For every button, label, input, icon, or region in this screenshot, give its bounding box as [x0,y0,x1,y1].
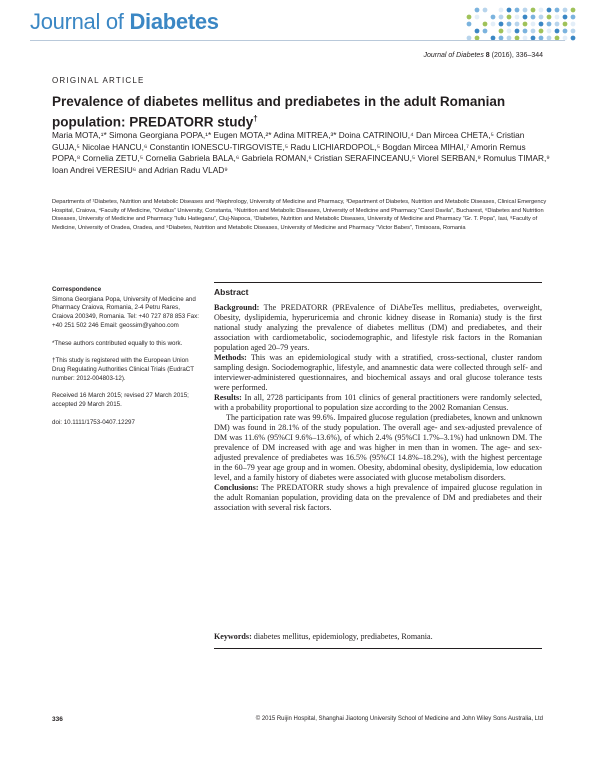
methods-label: Methods: [214,353,247,362]
decorative-dot [491,22,496,27]
abstract-results-continued: The participation rate was 99.6%. Impaired glucose regulation (prediabetes, known and unknown DM) was found in 28.1% of the study population. The overall age- and sex-adjusted prevalence of DM was 11.6% (95%CI 9.6%–13.6%), of which 2.4% (95%CI 1.7%–3.1%) had unknown DM. The prevalence of DM increased with age and was higher in men than in women. The age- and sex-adjusted prevalence of prediabetes was 16.5% (95%CI 14.8%–18.2%), with the highest percentage in the 60–79 year age group and in women. Obesity, abdominal obesity, dyslipidemia, low education level, and a family history of diabetes were associated with glucose metabolism disorders. [214,413,542,482]
decorative-dot [483,8,488,13]
decorative-dot [547,22,552,27]
decorative-dot [547,29,552,34]
decorative-dot [571,22,576,27]
correspondence-label: Correspondence [52,286,102,293]
decorative-dot [523,8,528,13]
conclusions-label: Conclusions: [214,483,259,492]
correspondence-details: Simona Georgiana Popa, University of Medicine and Pharmacy Craiova, Romania, 2-4 Petru Rares, Craiova 200349, Romania. Tel: +40 727 878 853 Fax: +40 251 502 246 Email: geossim@yahoo.com [52,295,199,329]
keywords-line [214,632,542,642]
decorative-dot [539,8,544,13]
background-text: The PREDATORR (PREvalence of DiAbeTes mellitus, prediabetes, overweight, Obesity, dyslipidemia, hyperuricemia and chronic kidney disease in Romania) study is the first national study analyzing the prevalence of diabetes mellitus (DM) and prediabetes, and their association with cardiometabolic, sociodemographic, and lifestyle risk factors in the Romanian population aged 20–79 years. [214,303,542,352]
equal-contribution-note: *These authors contributed equally to this work. [52,339,183,347]
abstract-heading: Abstract [214,287,249,297]
decorative-dot [515,15,520,20]
decorative-dot [507,22,512,27]
journal-logo [30,8,219,36]
decorative-dot [499,15,504,20]
decorative-dot [507,8,512,13]
article-title [52,93,522,131]
trial-registration-note: †This study is registered with the European Union Drug Regulating Authorities Clinical Trials (EudraCT number: 2012-004803-12). [52,357,194,382]
citation-volume: 8 [483,52,490,59]
results-text: In all, 2728 participants from 101 clinics of general practitioners were randomly selected, with a probability proportional to population size according to the 2002 Romanian Census. [214,393,542,412]
decorative-dot [475,8,480,13]
article-title-text: Prevalence of diabetes mellitus and prediabetes in the adult Romanian population: PREDATORR study [52,94,506,130]
title-footnote-mark: † [253,114,258,123]
abstract-bottom-rule [214,648,542,649]
decorative-dot [571,36,576,41]
decorative-dot [491,15,496,20]
decorative-dot [467,15,472,20]
decorative-dot [555,22,560,27]
decorative-dots-graphic [465,6,577,42]
abstract-top-rule [214,282,542,283]
decorative-dot [531,22,536,27]
decorative-dot [555,29,560,34]
results-label: Results: [214,393,242,402]
methods-text: This was an epidemiological study with a stratified, cross-sectional, cluster random sampling design. Sociodemographic, lifestyle, and anamnestic data were collected through self- and interviewer-administered questionnaires, and biochemical assays and oral glucose tolerance tests were performed. [214,353,542,392]
article-type-label: ORIGINAL ARTICLE [52,76,145,85]
affiliations: Departments of ¹Diabetes, Nutrition and Metabolic Diseases and ²Nephrology, University of Medicine and Pharmacy, ³Department of Diabetes, Nutrition and Metabolic Diseases, Clinical Emergency Hospital, Craiova, ⁴Faculty of Medicine, “Ovidius” University, Constanta, ⁵Nutrition and Metabolic Diseases, University of Medicine and Pharmacy “Carol Davila”, Bucharest, ⁶Diabetes and Nutrition Diseases, University of Medicine and Pharmacy “Iuliu Hatieganu”, Cluj-Napoca, ⁷Diabetes, Nutrition and Metabolic Diseases, University of Medicine and Pharmacy “Gr. T. Popa”, Iasi, ⁸Faculty of Medicine, University of Oradea, Oradea, and ⁹Diabetes, Nutrition and Metabolic Diseases, University of Medicine and Pharmacy “Victor Babes”, Timisoara, Romania [52,199,547,232]
header-divider [30,40,565,41]
decorative-dot [523,29,528,34]
decorative-dot [523,15,528,20]
decorative-dot [555,15,560,20]
decorative-dot [571,8,576,13]
citation-line [424,52,544,59]
decorative-dot [563,22,568,27]
decorative-dot [571,29,576,34]
sidebar-notes [52,286,202,436]
journal-name-part1: Journal of [30,9,130,34]
page-number: 336 [52,716,63,723]
decorative-dot [515,8,520,13]
decorative-dot [467,22,472,27]
decorative-dot [523,22,528,27]
abstract-methods [214,353,542,393]
decorative-dot [547,15,552,20]
abstract-background [214,303,542,353]
doi-link[interactable]: doi: 10.1111/1753-0407.12297 [52,418,135,426]
decorative-dot [475,15,480,20]
decorative-dot [539,29,544,34]
abstract-body [214,303,542,513]
decorative-dot [515,22,520,27]
decorative-dot [483,29,488,34]
keywords-label: Keywords: [214,632,252,641]
decorative-dot [539,15,544,20]
decorative-dot [507,29,512,34]
received-dates: Received 16 March 2015; revised 27 March 2015; accepted 29 March 2015. [52,392,189,409]
decorative-dot [531,8,536,13]
decorative-dot [563,15,568,20]
background-label: Background: [214,303,260,312]
citation-journal: Journal of Diabetes [423,52,484,59]
abstract-results [214,393,542,413]
decorative-dot [531,15,536,20]
decorative-dot [499,22,504,27]
citation-pages: (2016), 336–344 [489,52,543,59]
decorative-dot [571,15,576,20]
decorative-dot [531,29,536,34]
decorative-dot [507,15,512,20]
keywords-text: diabetes mellitus, epidemiology, prediabetes, Romania. [251,632,433,641]
copyright-notice: © 2015 Ruijin Hospital, Shanghai Jiaotong University School of Medicine and John Wiley Sons Australia, Ltd [255,716,543,722]
decorative-dot [483,22,488,27]
decorative-dot [499,8,504,13]
journal-name-part2: Diabetes [129,9,219,34]
decorative-dot [499,29,504,34]
abstract-conclusions [214,483,542,513]
conclusions-text: The PREDATORR study shows a high prevalence of impaired glucose regulation in the adult Romanian population, providing data on the prevalence of DM and prediabetes and their association with several risk factors. [214,483,542,512]
decorative-dot [547,8,552,13]
decorative-dot [515,29,520,34]
decorative-dot [563,29,568,34]
decorative-dot [563,8,568,13]
author-list: Maria MOTA,¹* Simona Georgiana POPA,¹* Eugen MOTA,²* Adina MITREA,³* Doina CATRINOIU,⁴ Dan Mircea CHETA,⁵ Cristian GUJA,⁵ Nicolae HANCU,⁶ Constantin IONESCU-TIRGOVISTE,⁵ Radu LICHIARDOPOL,⁵ Bogdan Mircea MIHAI,⁷ Amorin Remus POPA,⁸ Cornelia ZETU,⁵ Cornelia Gabriela BALA,⁶ Gabriela ROMAN,⁶ Cristian SERAFINCEANU,⁵ Viorel SERBAN,⁹ Romulus TIMAR,⁹ Ioan Andrei VERESIU⁶ and Adrian Radu VLAD⁹ [52,130,550,175]
decorative-dot [475,29,480,34]
decorative-dot [555,8,560,13]
decorative-dot [539,22,544,27]
